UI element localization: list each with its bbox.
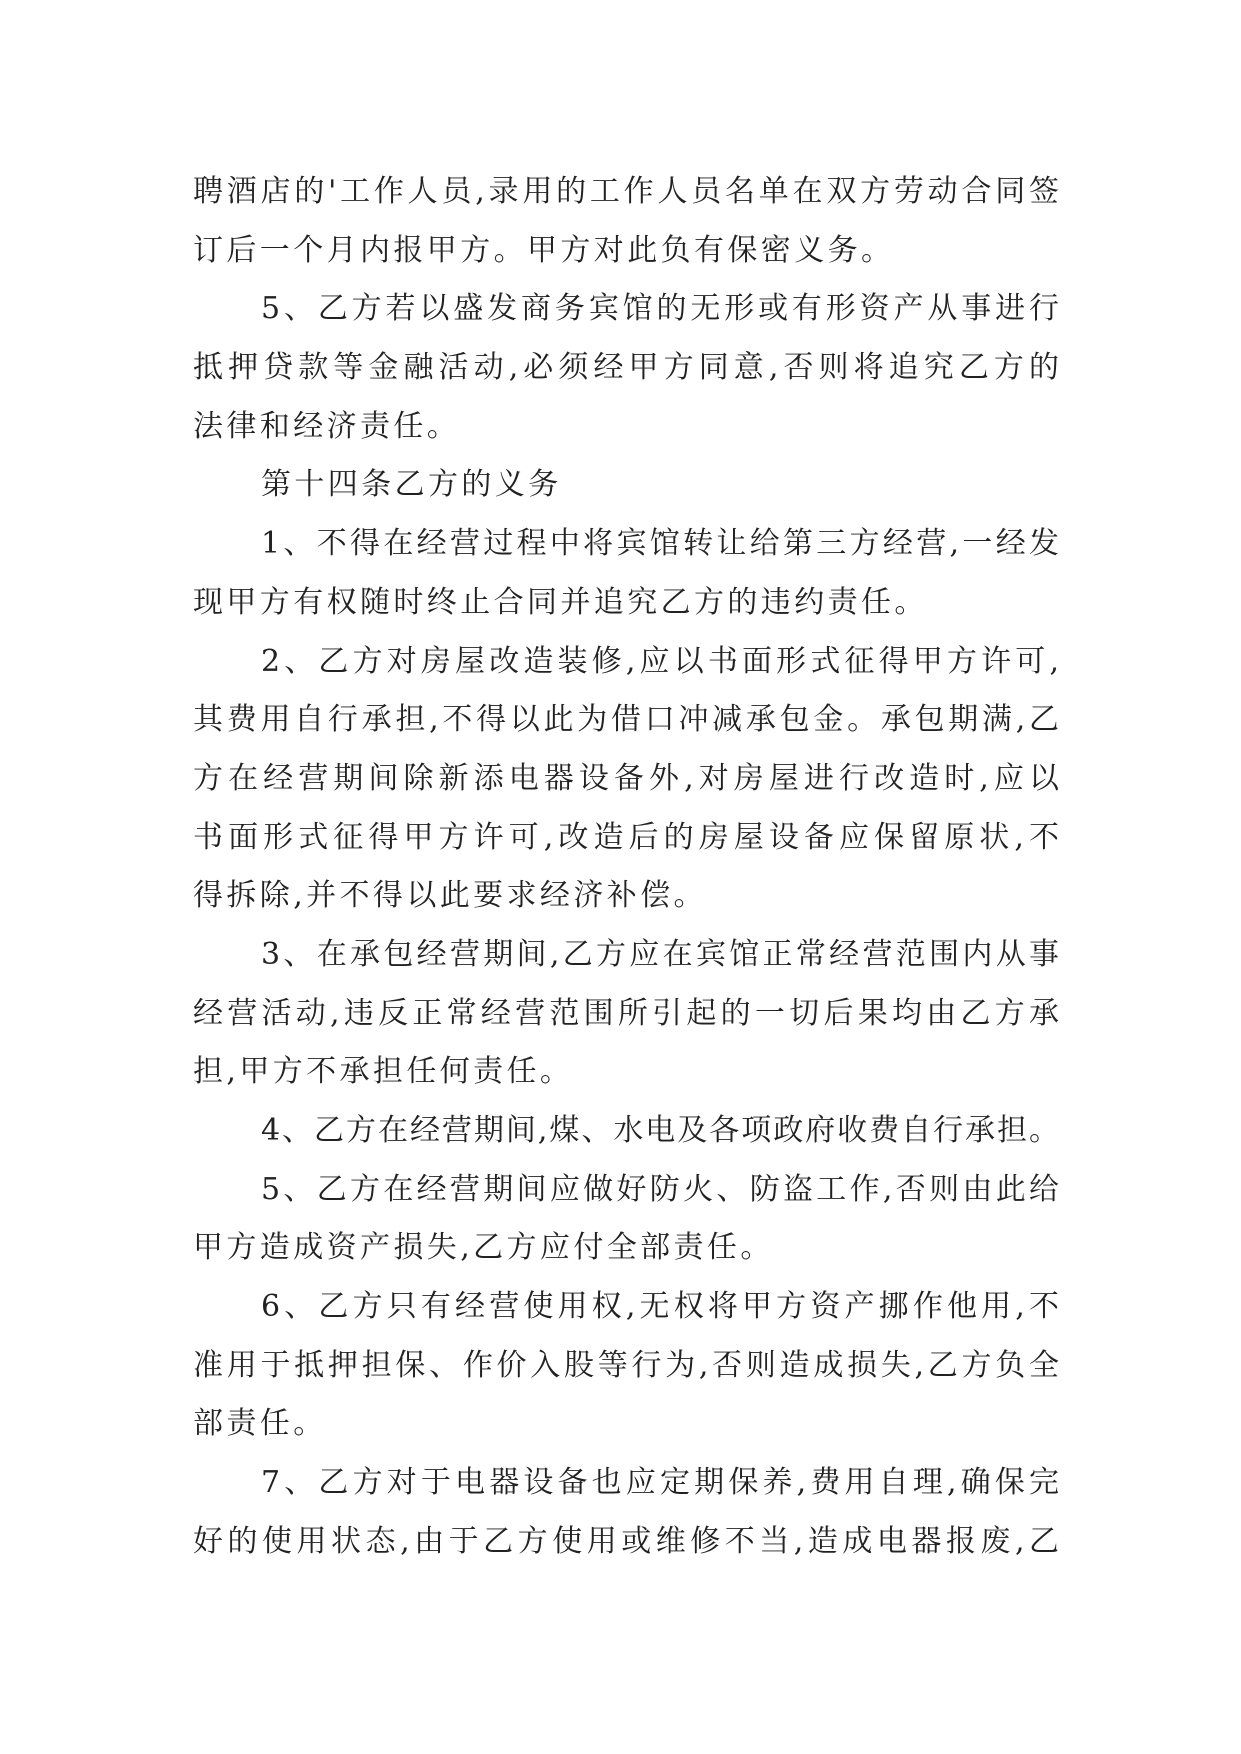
paragraph-duty-4 xyxy=(193,1102,1060,1161)
text-line: 3、在承包经营期间,乙方应在宾馆正常经营范围内从事 xyxy=(261,936,1060,972)
text-line: 6、乙方只有经营使用权,无权将甲方资产挪作他用,不 xyxy=(261,1289,1060,1325)
paragraph-duty-3 xyxy=(193,926,1060,1102)
text-line: 甲方造成资产损失,乙方应付全部责任。 xyxy=(193,1230,774,1266)
text-line: 好的使用状态,由于乙方使用或维修不当,造成电器报废,乙 xyxy=(193,1523,1060,1559)
text-line: 现甲方有权随时终止合同并追究乙方的违约责任。 xyxy=(193,584,928,620)
text-line: 抵押贷款等金融活动,必须经甲方同意,否则将追究乙方的 xyxy=(193,350,1060,386)
paragraph-clause-5 xyxy=(193,280,1060,456)
section-heading-text: 第十四条乙方的义务 xyxy=(261,467,562,503)
paragraph-continuation xyxy=(193,163,1060,280)
text-line: 5、乙方在经营期间应做好防火、防盗工作,否则由此给 xyxy=(261,1171,1060,1207)
document-body xyxy=(193,163,1060,1572)
paragraph-duty-7 xyxy=(193,1454,1060,1571)
text-line: 书面形式征得甲方许可,改造后的房屋设备应保留原状,不 xyxy=(193,819,1060,855)
text-line: 方在经营期间除新添电器设备外,对房屋进行改造时,应以 xyxy=(193,760,1060,796)
text-line: 经营活动,违反正常经营范围所引起的一切后果均由乙方承 xyxy=(193,995,1060,1031)
paragraph-duty-6 xyxy=(193,1278,1060,1454)
text-line: 订后一个月内报甲方。甲方对此负有保密义务。 xyxy=(193,232,895,268)
text-line: 7、乙方对于电器设备也应定期保养,费用自理,确保完 xyxy=(261,1465,1060,1501)
paragraph-duty-1 xyxy=(193,515,1060,632)
text-line: 部责任。 xyxy=(193,1406,327,1442)
text-line: 1、不得在经营过程中将宾馆转让给第三方经营,一经发 xyxy=(261,526,1060,562)
section-heading-article-14 xyxy=(193,456,1060,515)
paragraph-duty-2 xyxy=(193,633,1060,926)
paragraph-duty-5 xyxy=(193,1161,1060,1278)
text-line: 5、乙方若以盛发商务宾馆的无形或有形资产从事进行 xyxy=(261,291,1060,327)
text-line: 其费用自行承担,不得以此为借口冲减承包金。承包期满,乙 xyxy=(193,702,1060,738)
text-line: 聘酒店的'工作人员,录用的工作人员名单在双方劳动合同签 xyxy=(193,174,1060,209)
text-line: 法律和经济责任。 xyxy=(193,408,461,444)
text-line: 得拆除,并不得以此要求经济补偿。 xyxy=(193,878,707,914)
text-line: 担,甲方不承担任何责任。 xyxy=(193,1054,574,1090)
text-line: 2、乙方对房屋改造装修,应以书面形式征得甲方许可, xyxy=(261,643,1060,679)
text-line: 4、乙方在经营期间,煤、水电及各项政府收费自行承担。 xyxy=(261,1113,1060,1148)
text-line: 准用于抵押担保、作价入股等行为,否则造成损失,乙方负全 xyxy=(193,1347,1060,1383)
